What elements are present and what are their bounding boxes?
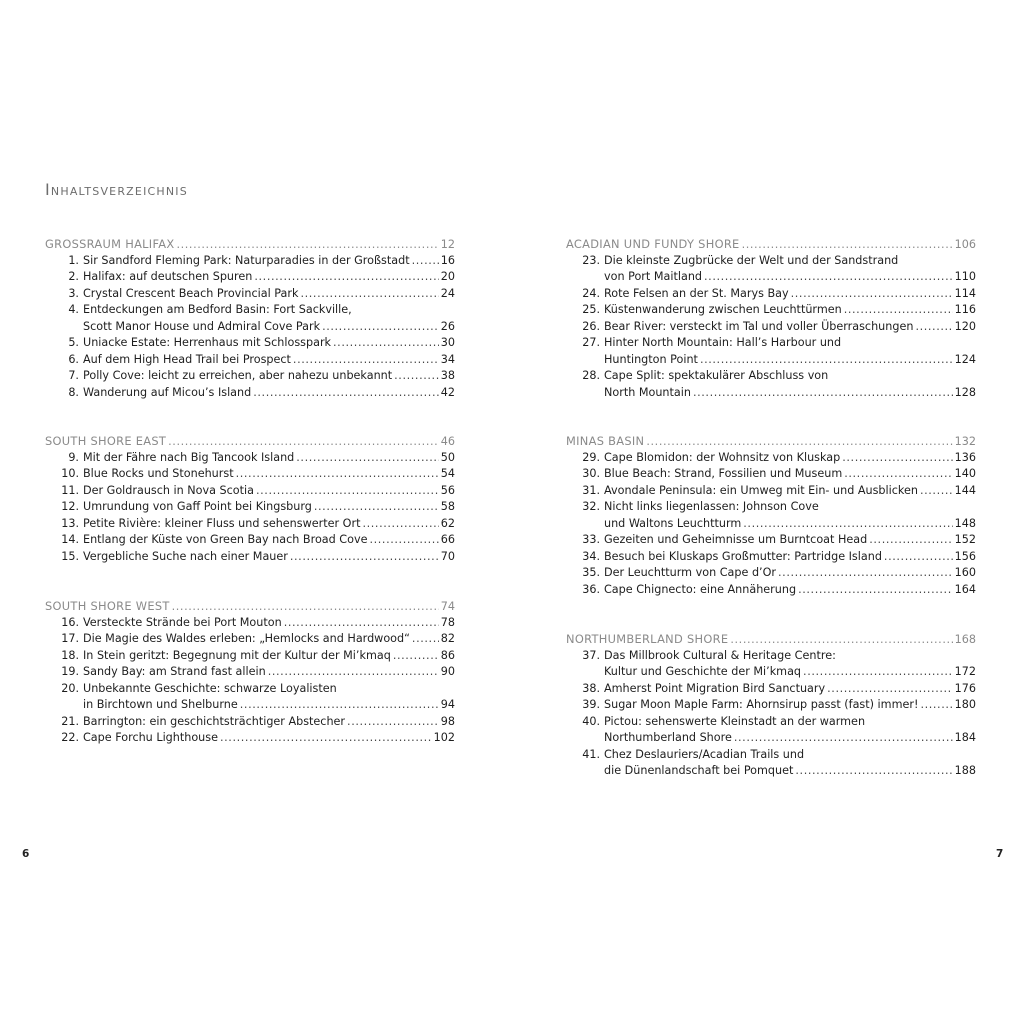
entry-title: Sandy Bay: am Strand fast allein: [83, 665, 266, 678]
entry-page: 82: [440, 632, 455, 645]
entry-number: 2.: [68, 270, 79, 283]
dot-leader: [369, 532, 438, 549]
toc-entry[interactable]: [566, 466, 976, 483]
entry-number: 19.: [61, 665, 79, 678]
toc-entry[interactable]: [566, 385, 976, 402]
dot-leader: [220, 730, 432, 747]
section-page: 74: [440, 600, 455, 613]
entry-number: 7.: [68, 369, 79, 382]
entry-page: 42: [440, 385, 455, 399]
toc-entry[interactable]: [45, 549, 455, 566]
entry-number: 8.: [68, 385, 79, 399]
entry-page: 116: [954, 303, 976, 316]
toc-entry[interactable]: [45, 450, 455, 467]
toc-entry[interactable]: [45, 385, 455, 402]
dot-leader: [734, 730, 953, 747]
entry-page: 94: [440, 698, 455, 711]
section-title: MINAS BASIN: [566, 434, 645, 448]
entry-number: 10.: [61, 467, 79, 480]
toc-entry[interactable]: [566, 269, 976, 286]
dot-leader: [268, 664, 439, 681]
section-heading: [45, 433, 455, 450]
toc-entry[interactable]: [45, 730, 455, 747]
entry-page: 98: [440, 714, 455, 728]
entry-title: Northumberland Shore: [604, 731, 732, 744]
dot-leader: [394, 368, 439, 385]
dot-leader: [798, 582, 953, 599]
toc-entry[interactable]: [45, 269, 455, 286]
entry-title: Barrington: ein geschichtsträchtiger Abstecher: [83, 714, 346, 728]
dot-leader: [844, 466, 952, 483]
entry-page: 62: [440, 516, 455, 530]
section-title: SOUTH SHORE EAST: [45, 434, 167, 448]
section-title: SOUTH SHORE WEST: [45, 599, 170, 613]
dot-leader: [393, 648, 439, 665]
toc-entry[interactable]: [45, 697, 455, 714]
toc-entry[interactable]: [45, 302, 455, 319]
entry-title: Chez Deslauriers/Acadian Trails und: [604, 747, 805, 761]
entry-number: 6.: [68, 352, 79, 366]
toc-entry[interactable]: [45, 352, 455, 369]
toc-entry[interactable]: [45, 714, 455, 731]
dot-leader: [704, 269, 953, 286]
toc-entry[interactable]: [566, 714, 976, 731]
toc-entry[interactable]: [45, 286, 455, 303]
entry-page: 16: [440, 253, 455, 267]
toc-entry[interactable]: [45, 681, 455, 698]
entry-number: 20.: [61, 681, 79, 695]
dot-leader: [290, 549, 439, 566]
entry-title: Wanderung auf Micou’s Island: [83, 385, 252, 399]
entry-page: 124: [954, 352, 976, 366]
entry-page: 140: [954, 467, 976, 480]
entry-title: Auf dem High Head Trail bei Prospect: [83, 352, 291, 366]
entry-page: 136: [954, 450, 976, 464]
dot-leader: [915, 319, 952, 336]
entry-page: 70: [440, 549, 455, 563]
entry-number: 40.: [582, 714, 600, 728]
entry-title: Huntington Point: [604, 352, 698, 366]
entry-page: 20: [440, 270, 455, 283]
toc-entry[interactable]: [566, 253, 976, 270]
dot-leader: [300, 286, 438, 303]
section-page: 168: [954, 633, 976, 646]
dot-leader: [253, 385, 439, 402]
entry-page: 148: [954, 516, 976, 530]
entry-title: Mit der Fähre nach Big Tancook Island: [83, 450, 295, 464]
entry-title: Das Millbrook Cultural & Heritage Centre:: [604, 648, 836, 662]
toc-entry[interactable]: [566, 648, 976, 665]
entry-title: Die kleinste Zugbrücke der Welt und der Sandstrand: [604, 253, 899, 267]
toc-entry[interactable]: [45, 648, 455, 665]
entry-title: Besuch bei Kluskaps Großmutter: Partridge Island: [604, 549, 882, 563]
entry-page: 90: [440, 665, 455, 678]
entry-number: 15.: [61, 549, 79, 563]
toc-entry[interactable]: [566, 319, 976, 336]
toc-entry[interactable]: [45, 368, 455, 385]
dot-leader: [803, 664, 953, 681]
entry-title: Cape Split: spektakulärer Abschluss von: [604, 369, 829, 382]
entry-page: 184: [954, 731, 976, 744]
toc-entry[interactable]: [45, 532, 455, 549]
entry-page: 176: [954, 681, 976, 695]
entry-title: Amherst Point Migration Bird Sanctuary: [604, 681, 826, 695]
entry-title: Bear River: versteckt im Tal und voller Überraschungen: [604, 319, 914, 333]
entry-number: 35.: [582, 566, 600, 579]
toc-entry[interactable]: [45, 516, 455, 533]
toc-entry[interactable]: [566, 582, 976, 599]
dot-leader: [778, 565, 953, 582]
dot-leader: [920, 697, 952, 714]
entry-page: 102: [433, 731, 455, 744]
page-number-left: 6: [22, 848, 30, 860]
entry-number: 30.: [582, 467, 600, 480]
entry-number: 25.: [582, 303, 600, 316]
dot-leader: [347, 714, 439, 731]
toc-entry[interactable]: [45, 499, 455, 516]
entry-title: Kultur und Geschichte der Mi’kmaq: [604, 665, 802, 678]
entry-title: in Birchtown und Shelburne: [83, 698, 238, 711]
entry-number: 3.: [68, 286, 79, 300]
entry-number: 37.: [582, 648, 600, 662]
entry-page: 180: [954, 698, 976, 711]
entry-page: 120: [954, 319, 976, 333]
entry-title: Cape Forchu Lighthouse: [83, 731, 218, 744]
section-page: 132: [954, 435, 976, 448]
section-page: 106: [954, 238, 976, 251]
entry-page: 34: [440, 352, 455, 366]
section-heading: [45, 236, 455, 253]
entry-number: 36.: [582, 582, 600, 596]
section-heading: [566, 433, 976, 450]
entry-number: 41.: [582, 747, 600, 761]
entry-title: Unbekannte Geschichte: schwarze Loyalisten: [83, 681, 337, 695]
entry-page: 38: [440, 369, 455, 382]
toc-entry[interactable]: [566, 565, 976, 582]
entry-page: 54: [440, 467, 455, 480]
toc-title: Inhaltsverzeichnis: [45, 180, 188, 199]
entry-title: die Dünenlandschaft bei Pomquet: [604, 764, 794, 777]
entry-page: 114: [954, 286, 976, 300]
entry-title: Vergebliche Suche nach einer Mauer: [83, 549, 288, 563]
entry-number: 31.: [582, 483, 600, 497]
toc-entry[interactable]: [566, 697, 976, 714]
entry-title: Nicht links liegenlassen: Johnson Cove: [604, 500, 819, 513]
entry-number: 28.: [582, 369, 600, 382]
toc-entry[interactable]: [566, 516, 976, 533]
section-title: NORTHUMBERLAND SHORE: [566, 632, 729, 646]
entry-number: 17.: [61, 632, 79, 645]
entry-title: Pictou: sehenswerte Kleinstadt an der warmen: [604, 714, 866, 728]
entry-page: 164: [954, 582, 976, 596]
section-page: 46: [440, 435, 455, 448]
entry-title: Rote Felsen an der St. Marys Bay: [604, 286, 789, 300]
dot-leader: [412, 631, 439, 648]
entry-title: North Mountain: [604, 385, 691, 399]
entry-number: 12.: [61, 500, 79, 513]
entry-page: 26: [440, 319, 455, 333]
entry-title: Küstenwanderung zwischen Leuchttürmen: [604, 303, 842, 316]
dot-leader: [254, 269, 438, 286]
entry-title: Uniacke Estate: Herrenhaus mit Schlosspark: [83, 336, 332, 349]
entry-number: 38.: [582, 681, 600, 695]
entry-page: 56: [440, 483, 455, 497]
toc-entry[interactable]: [45, 466, 455, 483]
entry-page: 50: [440, 450, 455, 464]
entry-number: 27.: [582, 336, 600, 349]
entry-page: 66: [440, 533, 455, 546]
entry-page: 188: [954, 764, 976, 777]
toc-entry[interactable]: [566, 335, 976, 352]
toc-entry[interactable]: [45, 615, 455, 632]
entry-number: 21.: [61, 714, 79, 728]
dot-leader: [742, 237, 953, 254]
toc-entry[interactable]: [566, 483, 976, 500]
toc-entry[interactable]: [566, 532, 976, 549]
entry-page: 160: [954, 566, 976, 579]
dot-leader: [884, 549, 953, 566]
entry-number: 22.: [61, 731, 79, 744]
entry-title: Polly Cove: leicht zu erreichen, aber nahezu unbekannt: [83, 369, 393, 382]
dot-leader: [333, 335, 439, 352]
entry-number: 33.: [582, 533, 600, 546]
toc-entry[interactable]: [566, 352, 976, 369]
dot-leader: [256, 483, 439, 500]
entry-number: 23.: [582, 253, 600, 267]
entry-title: Entlang der Küste von Green Bay nach Broad Cove: [83, 533, 368, 546]
dot-leader: [236, 466, 439, 483]
entry-number: 11.: [61, 483, 79, 497]
section-heading: [45, 598, 455, 615]
entry-title: Halifax: auf deutschen Spuren: [83, 270, 253, 283]
entry-title: Blue Rocks und Stonehurst: [83, 467, 234, 480]
entry-number: 18.: [61, 648, 79, 662]
entry-page: 24: [440, 286, 455, 300]
entry-title: Sir Sandford Fleming Park: Naturparadies in der Großstadt: [83, 253, 410, 267]
dot-leader: [168, 434, 439, 451]
toc-entry[interactable]: [566, 286, 976, 303]
entry-title: Der Goldrausch in Nova Scotia: [83, 483, 254, 497]
entry-number: 1.: [68, 253, 79, 267]
dot-leader: [693, 385, 953, 402]
dot-leader: [240, 697, 439, 714]
entry-number: 26.: [582, 319, 600, 333]
entry-number: 24.: [582, 286, 600, 300]
section-title: GROSSRAUM HALIFAX: [45, 237, 175, 251]
toc-entry[interactable]: [45, 664, 455, 681]
dot-leader: [920, 483, 953, 500]
entry-title: Hinter North Mountain: Hall’s Harbour und: [604, 336, 842, 349]
toc-entry[interactable]: [566, 681, 976, 698]
toc-entry[interactable]: [45, 319, 455, 336]
entry-number: 16.: [61, 615, 79, 629]
section-heading: [566, 631, 976, 648]
dot-leader: [296, 450, 438, 467]
toc-entry[interactable]: [45, 631, 455, 648]
entry-page: 30: [440, 336, 455, 349]
section-heading: [566, 236, 976, 253]
entry-page: 172: [954, 665, 976, 678]
dot-leader: [791, 286, 953, 303]
entry-page: 144: [954, 483, 976, 497]
toc-entry[interactable]: [45, 483, 455, 500]
entry-title: Sugar Moon Maple Farm: Ahornsirup passt (fast) immer!: [604, 698, 919, 711]
toc-entry[interactable]: [566, 730, 976, 747]
toc-entry[interactable]: [566, 450, 976, 467]
dot-leader: [743, 516, 952, 533]
entry-page: 152: [954, 533, 976, 546]
entry-title: Umrundung von Gaff Point bei Kingsburg: [83, 500, 312, 513]
dot-leader: [827, 681, 953, 698]
entry-page: 86: [440, 648, 455, 662]
dot-leader: [284, 615, 439, 632]
entry-title: Entdeckungen am Bedford Basin: Fort Sackville,: [83, 303, 352, 316]
toc-entry[interactable]: [45, 335, 455, 352]
entry-title: und Waltons Leuchtturm: [604, 516, 742, 530]
dot-leader: [172, 599, 439, 616]
dot-leader: [869, 532, 952, 549]
entry-title: Petite Rivière: kleiner Fluss und sehenswerter Ort: [83, 516, 361, 530]
toc-entry[interactable]: [566, 664, 976, 681]
entry-page: 156: [954, 549, 976, 563]
dot-leader: [646, 434, 952, 451]
dot-leader: [293, 352, 439, 369]
entry-title: In Stein geritzt: Begegnung mit der Kultur der Mi’kmaq: [83, 648, 391, 662]
page-number-right: 7: [996, 848, 1004, 860]
dot-leader: [362, 516, 438, 533]
toc-entry[interactable]: [566, 499, 976, 516]
dot-leader: [176, 237, 438, 254]
entry-number: 4.: [68, 303, 79, 316]
entry-page: 110: [954, 270, 976, 283]
entry-number: 9.: [68, 450, 79, 464]
entry-title: Versteckte Strände bei Port Mouton: [83, 615, 282, 629]
section-title: ACADIAN UND FUNDY SHORE: [566, 237, 740, 251]
entry-title: Cape Chignecto: eine Annäherung: [604, 582, 797, 596]
entry-title: Scott Manor House und Admiral Cove Park: [83, 319, 321, 333]
entry-title: Cape Blomidon: der Wohnsitz von Kluskap: [604, 450, 841, 464]
entry-number: 34.: [582, 549, 600, 563]
entry-title: Avondale Peninsula: ein Umweg mit Ein- und Ausblicken: [604, 483, 918, 497]
toc-entry[interactable]: [45, 253, 455, 270]
entry-title: Der Leuchtturm von Cape d’Or: [604, 566, 777, 579]
toc-entry[interactable]: [566, 763, 976, 780]
entry-number: 14.: [61, 533, 79, 546]
toc-entry[interactable]: [566, 747, 976, 764]
entry-page: 58: [440, 500, 455, 513]
entry-page: 78: [440, 615, 455, 629]
toc-entry[interactable]: [566, 549, 976, 566]
entry-title: Die Magie des Waldes erleben: „Hemlocks and Hardwood“: [83, 632, 410, 645]
entry-number: 29.: [582, 450, 600, 464]
entry-number: 32.: [582, 500, 600, 513]
dot-leader: [700, 352, 953, 369]
dot-leader: [322, 319, 439, 336]
entry-number: 5.: [68, 336, 79, 349]
entry-title: von Port Maitland: [604, 270, 703, 283]
entry-number: 13.: [61, 516, 79, 530]
dot-leader: [314, 499, 439, 516]
entry-title: Crystal Crescent Beach Provincial Park: [83, 286, 299, 300]
entry-title: Blue Beach: Strand, Fossilien und Museum: [604, 467, 843, 480]
entry-number: 39.: [582, 698, 600, 711]
toc-entry[interactable]: [566, 302, 976, 319]
dot-leader: [842, 450, 952, 467]
dot-leader: [730, 632, 952, 649]
dot-leader: [795, 763, 952, 780]
dot-leader: [412, 253, 439, 270]
section-page: 12: [440, 238, 455, 251]
toc-entry[interactable]: [566, 368, 976, 385]
entry-page: 128: [954, 385, 976, 399]
entry-title: Gezeiten und Geheimnisse um Burntcoat Head: [604, 533, 868, 546]
dot-leader: [844, 302, 953, 319]
